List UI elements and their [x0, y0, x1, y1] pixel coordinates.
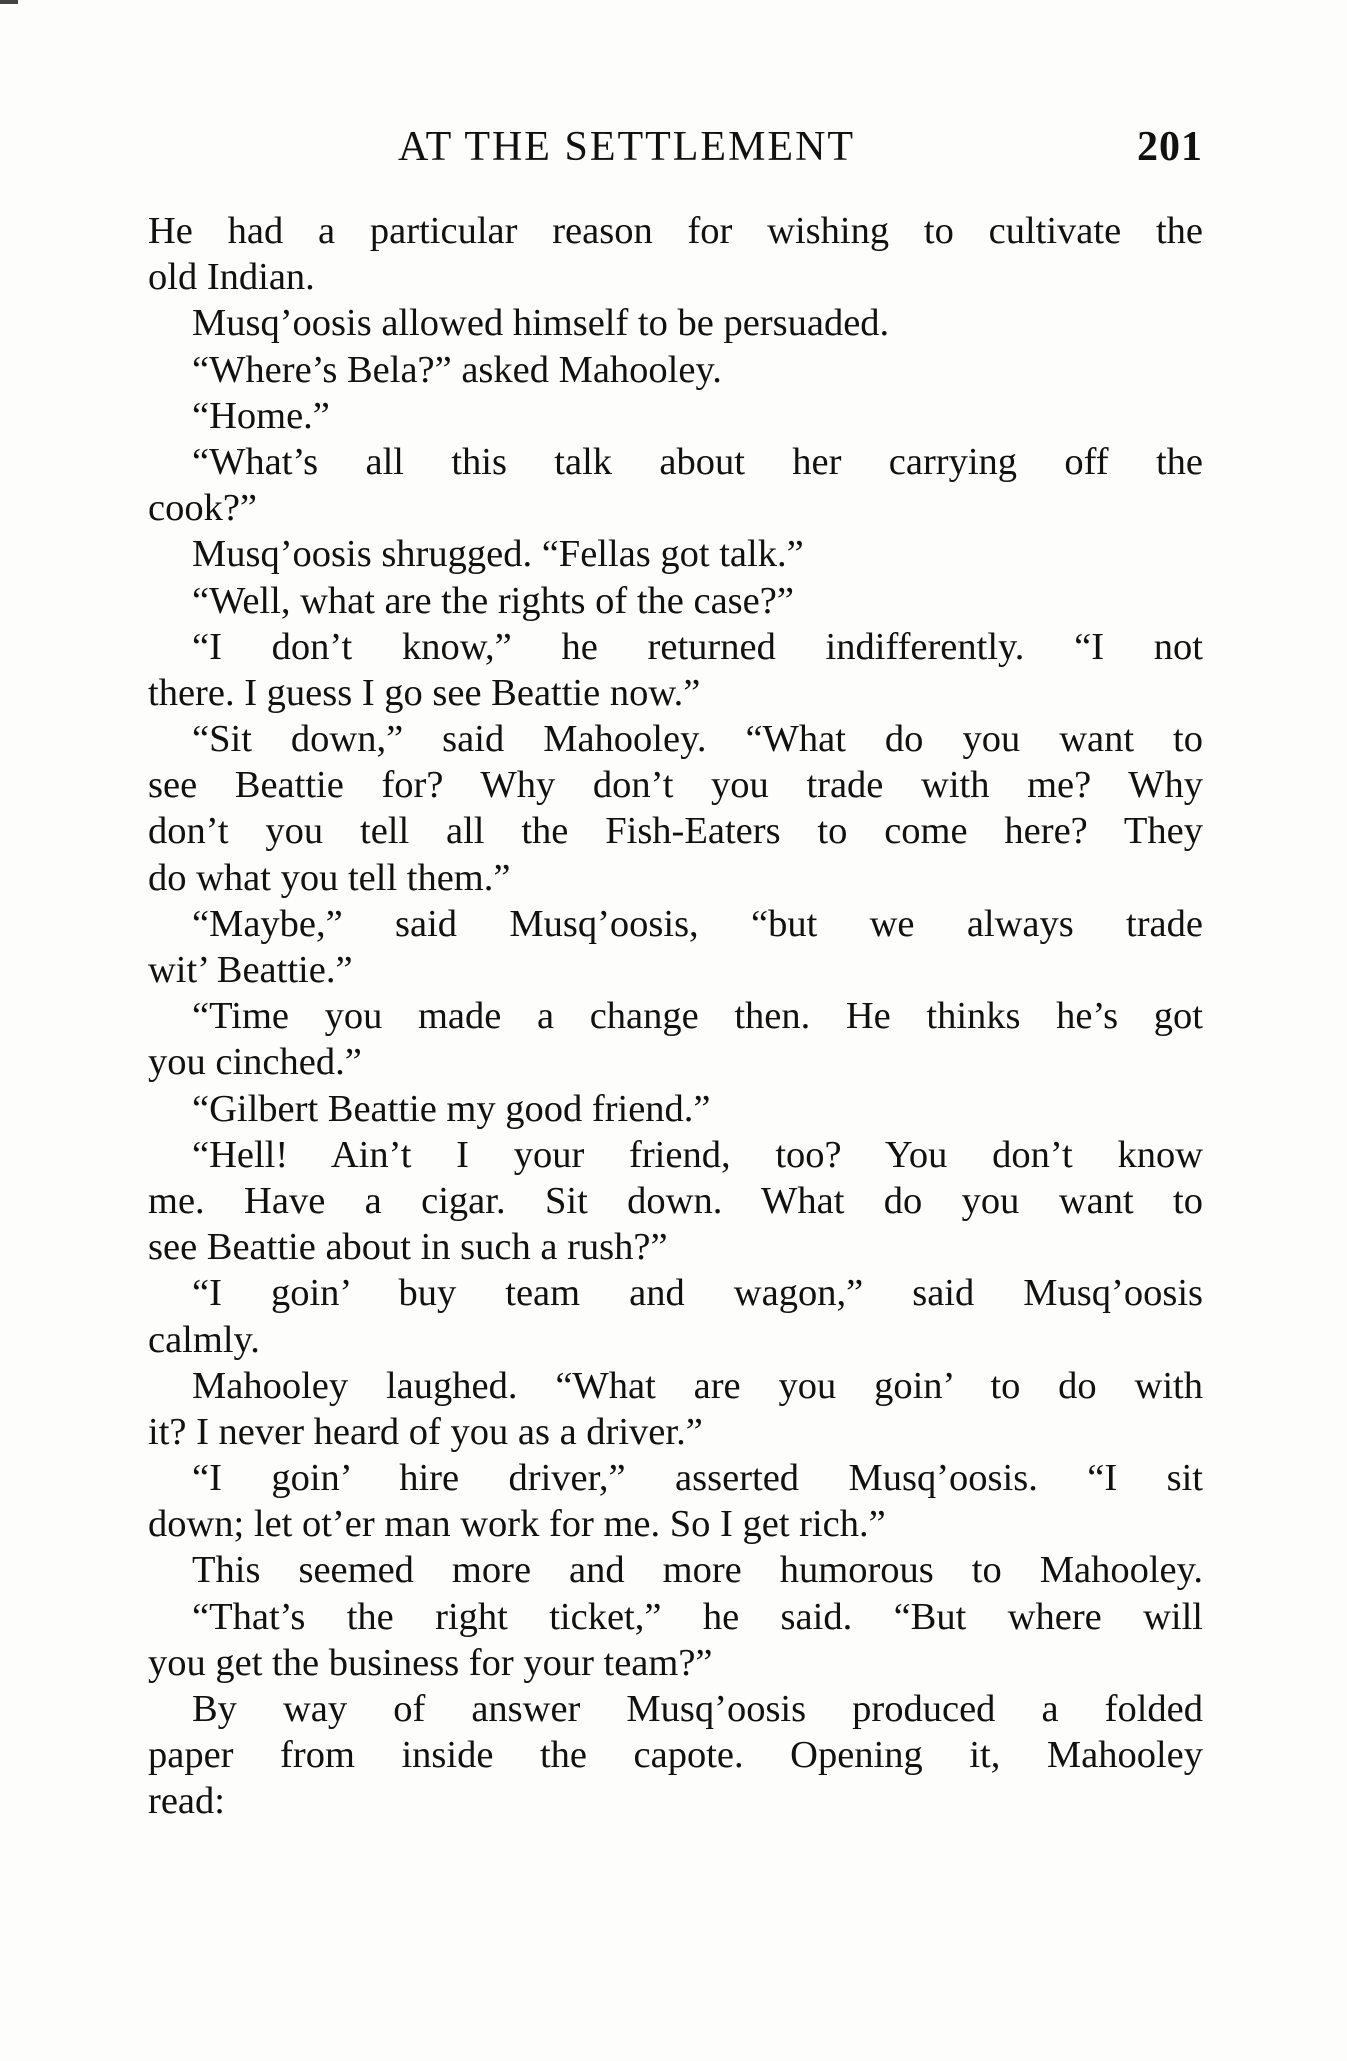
- text-line: down; let ot’er man work for me. So I get rich.”: [148, 1503, 886, 1546]
- text-line: “Where’s Bela?” asked Mahooley.: [192, 348, 722, 391]
- text-line: He had a particular reason for wishing to cultivate the: [148, 210, 1203, 252]
- text-line: By way of answer Musq’oosis produced a folded: [192, 1688, 1203, 1730]
- text-line: “Sit down,” said Mahooley. “What do you want to: [192, 718, 1203, 761]
- text-line: there. I guess I go see Beattie now.”: [148, 671, 701, 714]
- text-line: read:: [148, 1780, 225, 1823]
- text-line: “Gilbert Beattie my good friend.”: [192, 1087, 711, 1130]
- text-line: Mahooley laughed. “What are you goin’ to do with: [192, 1364, 1203, 1407]
- text-line: “What’s all this talk about her carrying off the: [192, 440, 1203, 483]
- text-line: wit’ Beattie.”: [148, 949, 353, 991]
- running-head: AT THE SETTLEMENT: [398, 124, 856, 170]
- text-line: you get the business for your team?”: [148, 1641, 713, 1684]
- text-line: This seemed more and more humorous to Mahooley.: [192, 1549, 1203, 1592]
- text-line: old Indian.: [148, 256, 315, 299]
- text-line: don’t you tell all the Fish-Eaters to come here? They: [148, 810, 1203, 853]
- text-line: Musq’oosis shrugged. “Fellas got talk.”: [192, 533, 804, 576]
- text-line: me. Have a cigar. Sit down. What do you want to: [148, 1179, 1203, 1222]
- text-line: calmly.: [148, 1318, 260, 1361]
- text-line: see Beattie about in such a rush?”: [148, 1226, 668, 1269]
- scan-mark: [0, 0, 18, 4]
- text-line: “Well, what are the rights of the case?”: [192, 579, 794, 622]
- page-header: [148, 123, 1203, 179]
- text-line: see Beattie for? Why don’t you trade with me? Why: [148, 764, 1203, 807]
- page-number: 201: [1137, 124, 1203, 170]
- text-line: it? I never heard of you as a driver.”: [148, 1410, 703, 1453]
- text-line: “I goin’ hire driver,” asserted Musq’oosis. “I sit: [192, 1457, 1203, 1500]
- text-line: “Home.”: [192, 394, 330, 437]
- text-line: “Hell! Ain’t I your friend, too? You don’t know: [192, 1133, 1203, 1176]
- text-line: “Maybe,” said Musq’oosis, “but we always trade: [192, 902, 1203, 945]
- text-line: paper from inside the capote. Opening it, Mahooley: [148, 1734, 1203, 1777]
- text-line: “I goin’ buy team and wagon,” said Musq’oosis: [192, 1272, 1203, 1315]
- text-line: “That’s the right ticket,” he said. “But where will: [192, 1595, 1203, 1638]
- body-text: [148, 208, 1203, 1825]
- text-line: you cinched.”: [148, 1041, 362, 1084]
- text-line: Musq’oosis allowed himself to be persuaded.: [192, 302, 890, 345]
- text-line: “I don’t know,” he returned indifferently. “I not: [192, 625, 1203, 668]
- text-line: “Time you made a change then. He thinks he’s got: [192, 995, 1203, 1038]
- text-line: cook?”: [148, 487, 258, 530]
- text-line: do what you tell them.”: [148, 856, 511, 899]
